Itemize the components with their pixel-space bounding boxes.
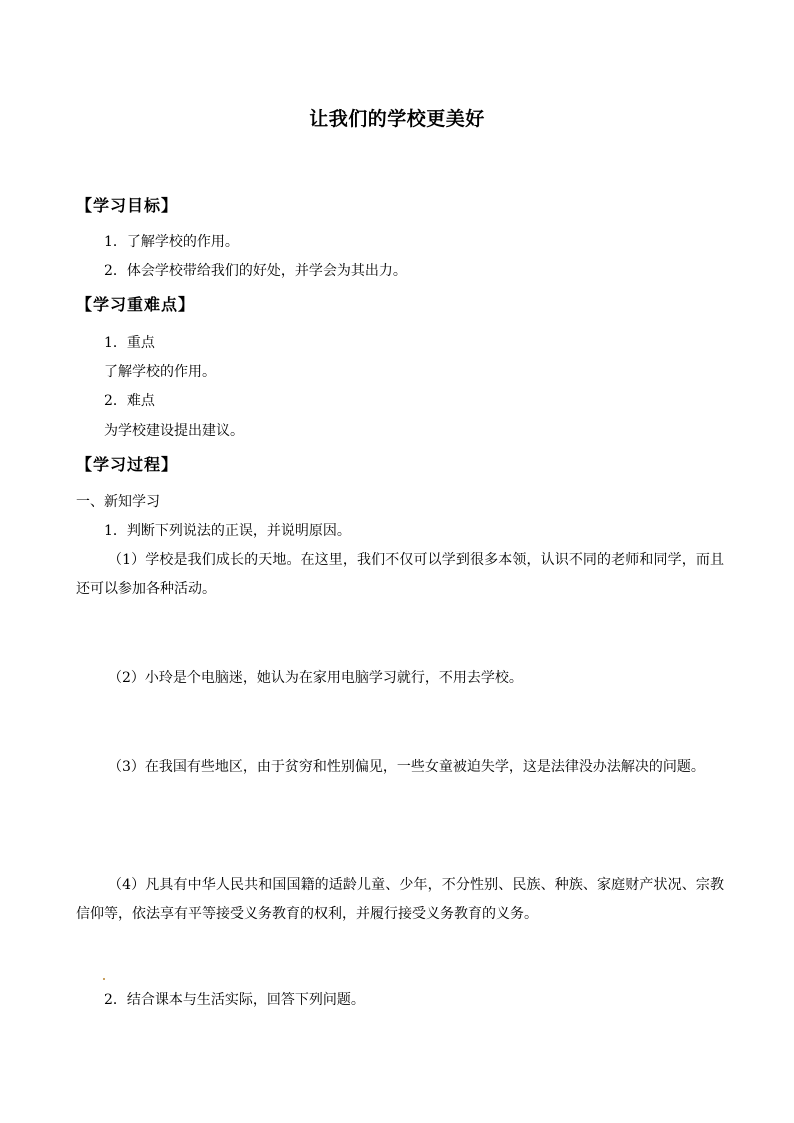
- key-point-text: 了解学校的作用。: [104, 364, 216, 380]
- part-heading-new-learning: 一、新知学习: [76, 494, 160, 510]
- statement-2: （2）小玲是个电脑迷，她认为在家用电脑学习就行，不用去学校。: [108, 670, 523, 686]
- goal-item-2: 2．体会学校带给我们的好处，并学会为其出力。: [104, 263, 407, 279]
- statement-4: （4）凡具有中华人民共和国国籍的适龄儿童、少年，不分性别、民族、种族、家庭财产状况、宗教信仰等，依法享有平等接受义务教育的权利，并履行接受义务教育的义务。: [76, 877, 724, 922]
- stray-mark: [103, 978, 105, 980]
- section-heading-goals: 【学习目标】: [76, 196, 179, 215]
- key-point-label: 1．重点: [104, 335, 155, 351]
- question-2: 2．结合课本与生活实际，回答下列问题。: [104, 992, 365, 1008]
- goal-item-1: 1．了解学校的作用。: [104, 234, 239, 250]
- difficulty-label: 2．难点: [104, 393, 155, 409]
- statement-1: （1）学校是我们成长的天地。在这里，我们不仅可以学到很多本领，认识不同的老师和同学，而且还可以参加各种活动。: [76, 552, 724, 597]
- difficulty-text: 为学校建设提出建议。: [104, 423, 244, 439]
- statement-3: （3）在我国有些地区，由于贫穷和性别偏见，一些女童被迫失学，这是法律没办法解决的问题。: [108, 759, 705, 775]
- section-heading-process: 【学习过程】: [76, 455, 179, 474]
- section-heading-key-points: 【学习重难点】: [76, 295, 196, 314]
- page-title: 让我们的学校更美好: [309, 108, 485, 130]
- question-1: 1．判断下列说法的正误，并说明原因。: [104, 523, 351, 539]
